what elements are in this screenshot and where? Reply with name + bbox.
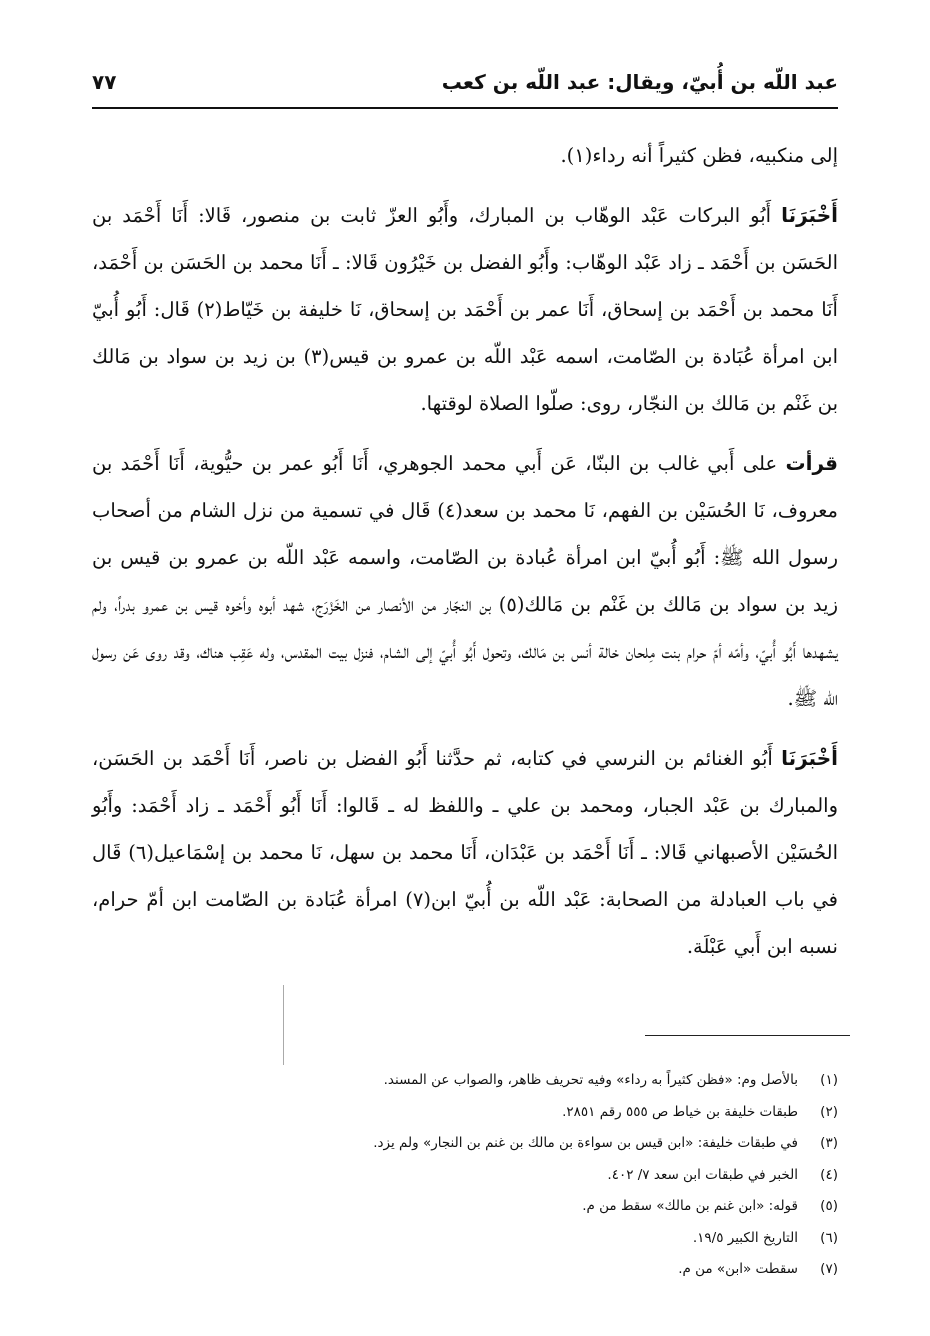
paragraph bbox=[92, 735, 838, 970]
footnote-text: في طبقات خليفة: «ابن قيس بن سواءة بن مالك بن غنم بن النجار» ولم يزد. bbox=[373, 1135, 798, 1151]
footnote-number: (٦) bbox=[820, 1229, 838, 1246]
paragraph-text: أَبُو الغنائم بن النرسي في كتابه، ثم حدَّثنا أَبُو الفضل بن ناصر، أَنَا أَحْمَد بن الحَسَن، والمبارك بن عَبْد الجبار، ومحمد بن علي ـ واللفظ له ـ قَالوا: أَنَا أَبُو أَحْمَد ـ زاد أَحْمَد: وأَبُو الحُسَيْن الأصبهاني قَالا: ـ أَنَا أَحْمَد بن عَبْدَان، أَنَا محمد بن سهل، نَا محمد بن إسْمَاعيل(٦) قَال في باب العبادلة من الصحابة: عَبْد اللّه بن أُبيّ ابن(٧) امرأة عُبَادة بن الصّامت ابن أمّ حرام، نسبه ابن أَبي عَبْلَة. bbox=[92, 747, 838, 958]
margin-mark bbox=[283, 985, 284, 1065]
footnote-rule bbox=[645, 1035, 850, 1036]
paragraph-text: على أَبي غالب بن البنّا، عَن أَبي محمد الجوهري، أَنَا أَبُو عمر بن حيُّوية، أَنَا أَحْمَد بن معروف، نَا الحُسَيْن بن الفهم، نَا محمد بن سعد(٤) قَال في تسمية من نزل الشام من أصحاب رسول الله ﷺ: أَبُو أُبيّ ابن امرأة عُبادة بن الصّامت، واسمه عَبْد اللّه بن عمرو بن قيس بن زيد بن سواد بن مَالك بن غَنْم بن مَالك(٥) بن النجّار من الأنصار من الخَزْرَج، شهد أبوه وأخوه قيس بن عمرو بدراً، ولم يشهدها أَبُو أُبيّ، وأمّه أمّ حرام بنت مِلحان خالة أنس بن مَالك، وتحول أَبُو أُبيّ إلى الشام، فنزل بيت المقدس، وله عَقِب هناك، وقد روى عَن رسول الله ﷺ. bbox=[92, 452, 838, 710]
paragraph-text: إلى منكبيه، فظن كثيراً أنه رداء(١). bbox=[560, 144, 838, 167]
main-text bbox=[92, 132, 838, 970]
footnote-text: سقطت «ابن» من م. bbox=[678, 1261, 798, 1277]
footnote-number: (١) bbox=[820, 1072, 838, 1088]
paragraph bbox=[92, 440, 838, 722]
footnote-number: (٤) bbox=[820, 1166, 838, 1183]
footnote-text: قوله: «ابن غنم بن مالك» سقط من م. bbox=[582, 1198, 798, 1214]
footnote-text: الخبر في طبقات ابن سعد ٧/ ٤٠٢. bbox=[607, 1166, 798, 1183]
page-number: ٧٧ bbox=[92, 70, 117, 94]
footnote-text: التاريخ الكبير ١٩/٥. bbox=[692, 1229, 798, 1246]
footnote-number: (٢) bbox=[820, 1103, 838, 1120]
paragraph-text: أَبُو البركات عَبْد الوهّاب بن المبارك، وأَبُو العزّ ثابت بن منصور، قَالا: أَنَا أَحْمَد بن الحَسَن بن أَحْمَد ـ زاد عَبْد الوهّاب: وأَبُو الفضل بن خَيْرُون قَالا: ـ أَنَا محمد بن الحَسَن بن أَحْمَد، أَنَا محمد بن أَحْمَد بن إسحاق، أَنَا عمر بن أَحْمَد بن إسحاق، نَا خليفة بن خَيّاط(٢) قَال: أَبُو أُبيّ ابن امرأة عُبَادة بن الصّامت، اسمه عَبْد اللّه بن عمرو بن قيس(٣) بن زيد بن سواد بن مَالك بن غَنْم بن مَالك بن النجّار، روى: صلّوا الصلاة لوقتها. bbox=[92, 204, 839, 415]
footnote-number: (٣) bbox=[820, 1135, 838, 1151]
paragraph-lead: أَخْبَرَنَا bbox=[781, 746, 838, 770]
page-header bbox=[92, 66, 838, 106]
footnote-number: (٧) bbox=[820, 1261, 838, 1277]
footnote bbox=[250, 1128, 838, 1160]
footnote bbox=[250, 1223, 838, 1255]
footnote bbox=[250, 1097, 838, 1129]
footnotes bbox=[250, 1065, 838, 1286]
footnote bbox=[250, 1160, 838, 1192]
footnote-text: بالأصل وم: «فظن كثيراً به رداء» وفيه تحريف ظاهر، والصواب عن المسند. bbox=[383, 1072, 798, 1088]
header-rule bbox=[92, 107, 838, 109]
paragraph bbox=[92, 132, 838, 179]
footnote-text: طبقات خليفة بن خياط ص ٥٥٥ رقم ٢٨٥١. bbox=[562, 1103, 798, 1120]
footnote bbox=[250, 1254, 838, 1286]
paragraph bbox=[92, 192, 838, 427]
footnote bbox=[250, 1065, 838, 1097]
footnote bbox=[250, 1191, 838, 1223]
running-title: عبد اللّه بن أُبيّ، ويقال: عبد اللّه بن كعب bbox=[441, 70, 838, 94]
paragraph-lead: قرأت bbox=[785, 451, 838, 475]
paragraph-lead: أَخْبَرَنَا bbox=[781, 203, 838, 227]
footnote-number: (٥) bbox=[820, 1198, 838, 1214]
